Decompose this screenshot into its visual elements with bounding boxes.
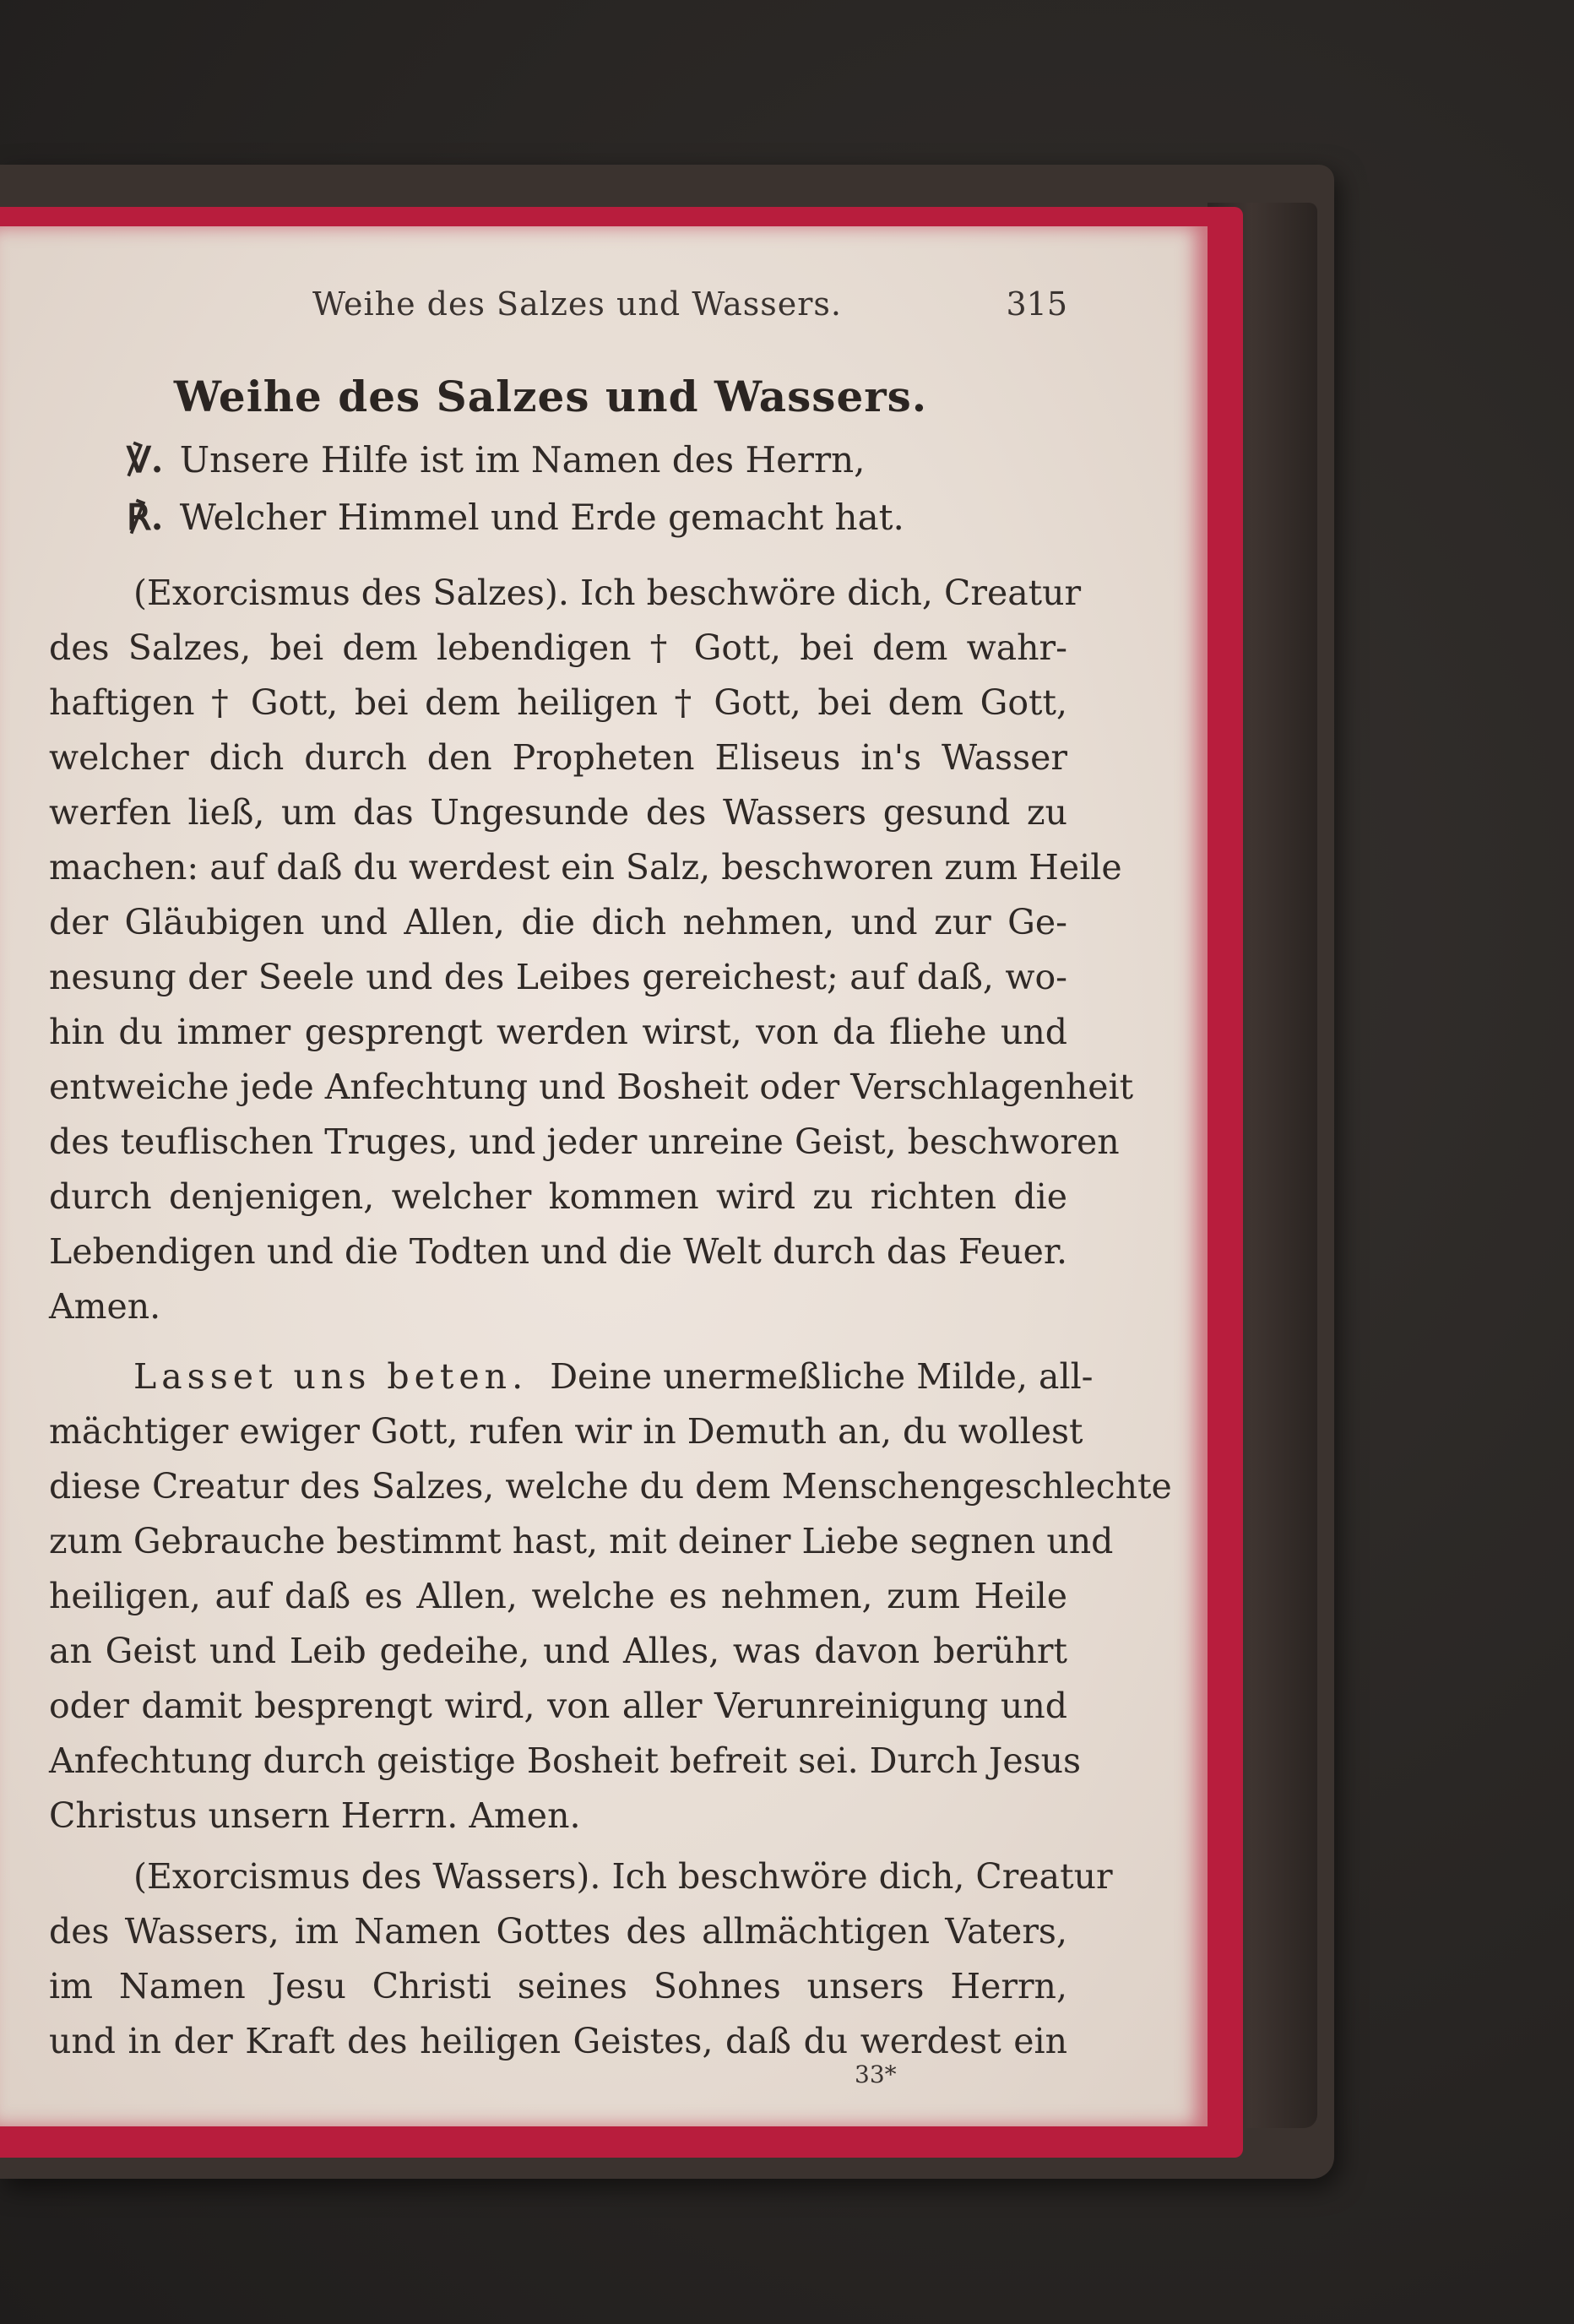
prayer-line-start: Deine unermeßliche Milde, all- [550,1356,1094,1397]
text-line: haftigen † Gott, bei dem heiligen † Gott, bei dem Gott, [49,682,1067,723]
text-line: welcher dich durch den Propheten Eliseus in's Wasser [49,737,1067,778]
versicle-symbol: ℣. [127,439,164,481]
text-line: oder damit besprengt wird, von aller Verunreinigung und [49,1686,1067,1726]
running-title: Weihe des Salzes und Wassers. [312,285,842,323]
text-line: hin du immer gesprengt werden wirst, von da fliehe und [49,1012,1067,1052]
paragraph-exorcism-salt [49,566,1134,1334]
versicle-1 [127,439,865,481]
text-line: Anfechtung durch geistige Bosheit befreit sei. Durch Jesus [49,1740,1082,1781]
text-line: Amen. [49,1286,161,1327]
text-line: und in der Kraft des heiligen Geistes, daß du werdest ein [49,2021,1067,2061]
text-line: machen: auf daß du werdest ein Salz, beschworen zum Heile [49,847,1122,888]
text-line: an Geist und Leib gedeihe, und Alles, was davon berührt [49,1631,1067,1671]
text-line: mächtiger ewiger Gott, rufen wir in Demuth an, du wollest [49,1411,1083,1452]
signature-mark: 33* [855,2061,897,2088]
text-line: des Salzes, bei dem lebendigen † Gott, bei dem wahr- [49,627,1067,668]
text-line: (Exorcismus des Wassers). Ich beschwöre dich, Creatur [133,1856,1113,1897]
text-line: (Exorcismus des Salzes). Ich beschwöre dich, Creatur [133,573,1082,613]
text-line: heiligen, auf daß es Allen, welche es nehmen, zum Heile [49,1576,1067,1616]
text-line [49,1349,1094,1404]
prayer-lead: Lasset uns beten. [133,1356,529,1397]
text-line: durch denjenigen, welcher kommen wird zu richten die [49,1176,1067,1217]
text-line: des Wassers, im Namen Gottes des allmächtigen Vaters, [49,1911,1067,1952]
text-line: nesung der Seele und des Leibes gereichest; auf daß, wo- [49,957,1067,997]
response-text: Welcher Himmel und Erde gemacht hat. [179,497,904,538]
paragraph-prayer [49,1349,1172,1843]
text-line: der Gläubigen und Allen, die dich nehmen, und zur Ge- [49,902,1067,942]
text-line: entweiche jede Anfechtung und Bosheit oder Verschlagenheit [49,1067,1134,1107]
text-line: Lebendigen und die Todten und die Welt durch das Feuer. [49,1231,1067,1272]
paragraph-exorcism-water [49,1849,1113,2069]
section-title: Weihe des Salzes und Wassers. [173,372,928,421]
text-line: werfen ließ, um das Ungesunde des Wassers gesund zu [49,792,1067,833]
text-line: zum Gebrauche bestimmt hast, mit deiner Liebe segnen und [49,1521,1114,1561]
text-line: diese Creatur des Salzes, welche du dem Menschengeschlechte [49,1466,1172,1507]
versicle-text: Unsere Hilfe ist im Namen des Herrn, [179,439,866,481]
page-header [0,285,1067,336]
text-line: Christus unsern Herrn. Amen. [49,1795,581,1836]
response-1 [127,497,904,538]
response-symbol: ℟. [127,497,164,538]
text-line: im Namen Jesu Christi seines Sohnes unsers Herrn, [49,1966,1067,2006]
text-line: des teuflischen Truges, und jeder unreine Geist, beschworen [49,1121,1120,1162]
page-number: 315 [1006,285,1067,323]
